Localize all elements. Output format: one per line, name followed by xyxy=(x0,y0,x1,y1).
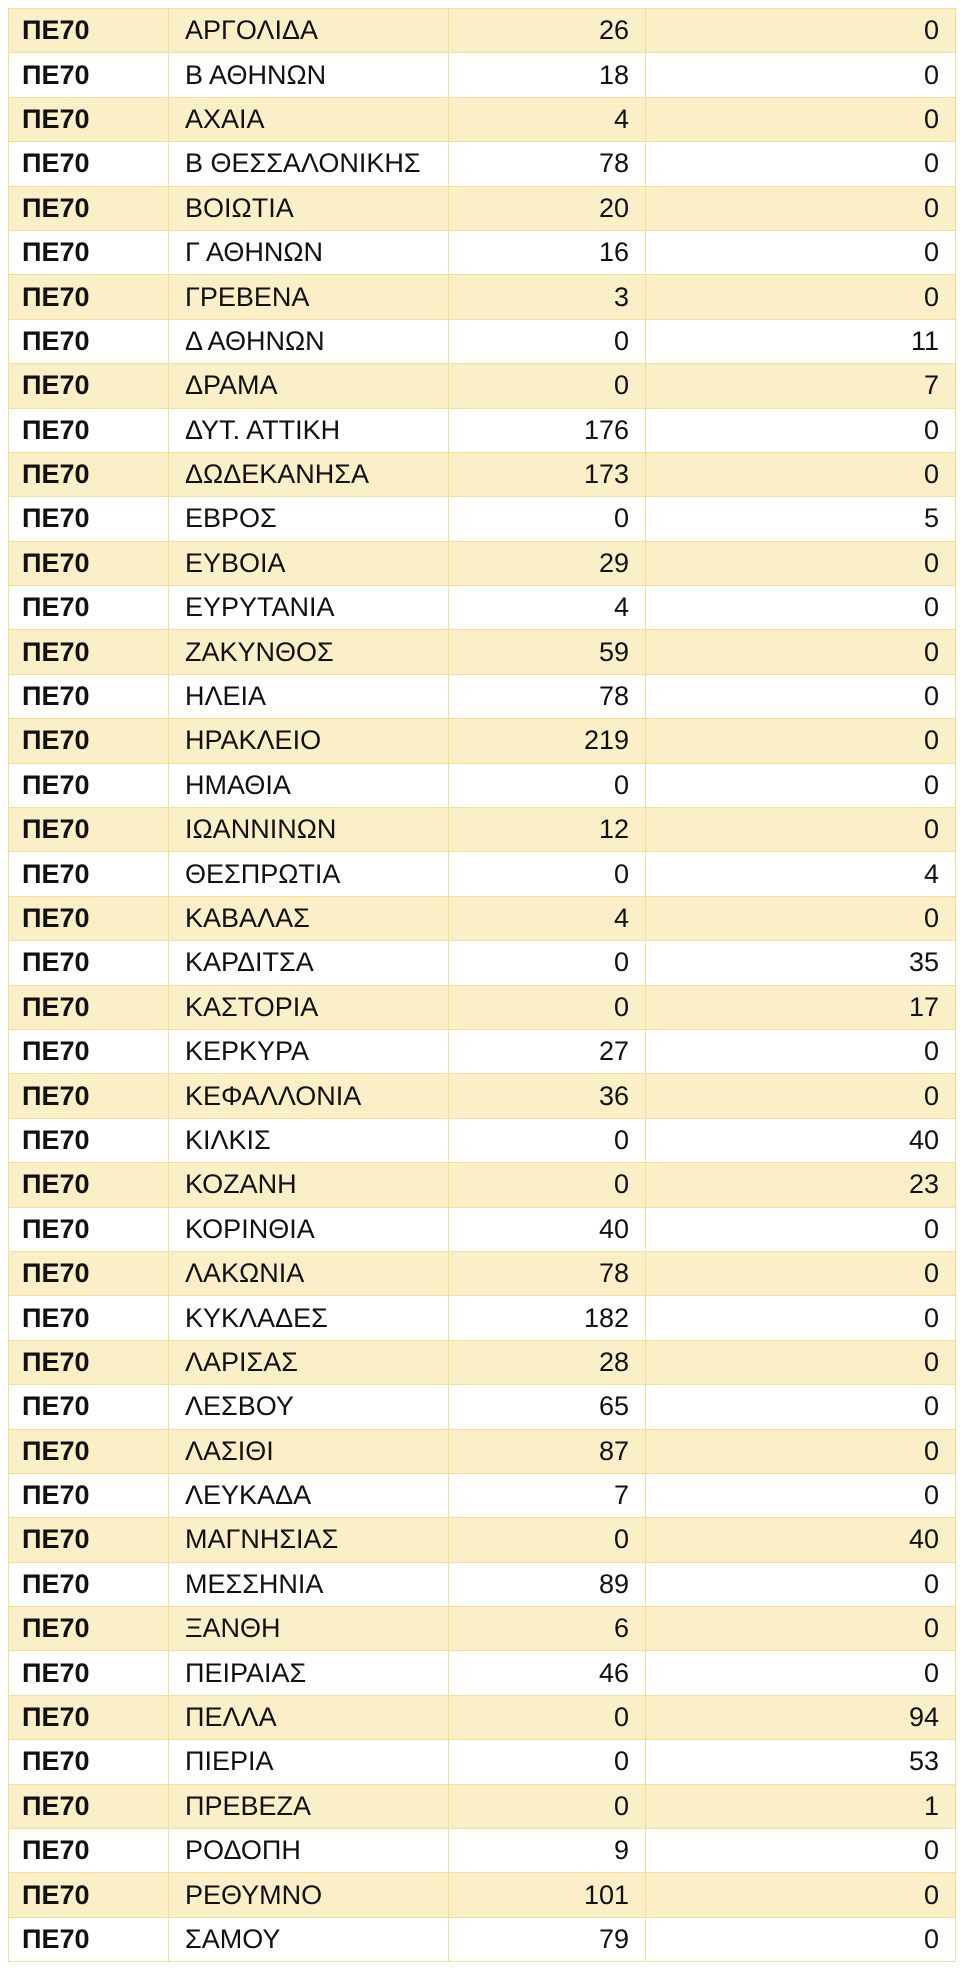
region-cell: ΚΑΒΑΛΑΣ xyxy=(169,896,449,940)
region-cell: ΔΡΑΜΑ xyxy=(169,364,449,408)
value-1-cell: 20 xyxy=(449,186,646,230)
region-cell: ΑΡΓΟΛΙΔΑ xyxy=(169,9,449,53)
table-row xyxy=(9,319,956,363)
value-1-cell: 0 xyxy=(449,1118,646,1162)
data-table xyxy=(8,8,956,1962)
value-1-cell: 219 xyxy=(449,719,646,763)
value-1-cell: 78 xyxy=(449,1251,646,1295)
table-row xyxy=(9,1740,956,1784)
code-cell: ΠΕ70 xyxy=(9,1251,169,1295)
region-cell: ΛΕΣΒΟΥ xyxy=(169,1385,449,1429)
code-cell: ΠΕ70 xyxy=(9,1562,169,1606)
code-cell: ΠΕ70 xyxy=(9,97,169,141)
value-1-cell: 0 xyxy=(449,319,646,363)
table-row xyxy=(9,852,956,896)
value-2-cell: 0 xyxy=(646,186,956,230)
code-cell: ΠΕ70 xyxy=(9,1296,169,1340)
value-2-cell: 0 xyxy=(646,1473,956,1517)
region-cell: ΚΕΦΑΛΛΟΝΙΑ xyxy=(169,1074,449,1118)
value-1-cell: 0 xyxy=(449,941,646,985)
region-cell: Γ ΑΘΗΝΩΝ xyxy=(169,230,449,274)
table-row xyxy=(9,541,956,585)
code-cell: ΠΕ70 xyxy=(9,852,169,896)
value-1-cell: 7 xyxy=(449,1473,646,1517)
table-row xyxy=(9,586,956,630)
value-1-cell: 9 xyxy=(449,1829,646,1873)
region-cell: ΚΟΖΑΝΗ xyxy=(169,1163,449,1207)
table-row xyxy=(9,142,956,186)
code-cell: ΠΕ70 xyxy=(9,763,169,807)
value-1-cell: 29 xyxy=(449,541,646,585)
region-cell: Β ΘΕΣΣΑΛΟΝΙΚΗΣ xyxy=(169,142,449,186)
value-2-cell: 0 xyxy=(646,1207,956,1251)
value-1-cell: 0 xyxy=(449,364,646,408)
code-cell: ΠΕ70 xyxy=(9,674,169,718)
code-cell: ΠΕ70 xyxy=(9,1829,169,1873)
table-row xyxy=(9,1251,956,1295)
table-row xyxy=(9,674,956,718)
table-row xyxy=(9,1340,956,1384)
value-2-cell: 0 xyxy=(646,142,956,186)
code-cell: ΠΕ70 xyxy=(9,1385,169,1429)
value-1-cell: 0 xyxy=(449,1695,646,1739)
value-2-cell: 0 xyxy=(646,452,956,496)
value-2-cell: 0 xyxy=(646,230,956,274)
value-2-cell: 94 xyxy=(646,1695,956,1739)
value-2-cell: 0 xyxy=(646,674,956,718)
table-row xyxy=(9,186,956,230)
region-cell: ΙΩΑΝΝΙΝΩΝ xyxy=(169,808,449,852)
table-row xyxy=(9,230,956,274)
value-2-cell: 0 xyxy=(646,408,956,452)
value-2-cell: 0 xyxy=(646,1607,956,1651)
region-cell: ΗΜΑΘΙΑ xyxy=(169,763,449,807)
code-cell: ΠΕ70 xyxy=(9,1651,169,1695)
code-cell: ΠΕ70 xyxy=(9,230,169,274)
value-1-cell: 28 xyxy=(449,1340,646,1384)
value-1-cell: 0 xyxy=(449,1784,646,1828)
value-2-cell: 0 xyxy=(646,896,956,940)
value-1-cell: 0 xyxy=(449,852,646,896)
code-cell: ΠΕ70 xyxy=(9,985,169,1029)
value-2-cell: 0 xyxy=(646,1251,956,1295)
value-1-cell: 78 xyxy=(449,674,646,718)
value-1-cell: 101 xyxy=(449,1873,646,1917)
value-2-cell: 35 xyxy=(646,941,956,985)
code-cell: ΠΕ70 xyxy=(9,1740,169,1784)
value-1-cell: 27 xyxy=(449,1029,646,1073)
table-row xyxy=(9,1829,956,1873)
value-2-cell: 0 xyxy=(646,808,956,852)
value-2-cell: 0 xyxy=(646,97,956,141)
table-row xyxy=(9,1029,956,1073)
region-cell: ΣΑΜΟΥ xyxy=(169,1917,449,1961)
value-2-cell: 53 xyxy=(646,1740,956,1784)
region-cell: ΚΙΛΚΙΣ xyxy=(169,1118,449,1162)
region-cell: ΛΑΚΩΝΙΑ xyxy=(169,1251,449,1295)
region-cell: Δ ΑΘΗΝΩΝ xyxy=(169,319,449,363)
value-1-cell: 65 xyxy=(449,1385,646,1429)
region-cell: Β ΑΘΗΝΩΝ xyxy=(169,53,449,97)
value-1-cell: 0 xyxy=(449,1740,646,1784)
code-cell: ΠΕ70 xyxy=(9,1917,169,1961)
value-2-cell: 0 xyxy=(646,541,956,585)
value-2-cell: 0 xyxy=(646,630,956,674)
table-row xyxy=(9,1296,956,1340)
table-row xyxy=(9,1695,956,1739)
code-cell: ΠΕ70 xyxy=(9,1074,169,1118)
table-row xyxy=(9,1607,956,1651)
region-cell: ΛΑΣΙΘΙ xyxy=(169,1429,449,1473)
region-cell: ΓΡΕΒΕΝΑ xyxy=(169,275,449,319)
code-cell: ΠΕ70 xyxy=(9,497,169,541)
code-cell: ΠΕ70 xyxy=(9,9,169,53)
code-cell: ΠΕ70 xyxy=(9,941,169,985)
code-cell: ΠΕ70 xyxy=(9,452,169,496)
value-2-cell: 0 xyxy=(646,1429,956,1473)
region-cell: ΠΙΕΡΙΑ xyxy=(169,1740,449,1784)
region-cell: ΚΕΡΚΥΡΑ xyxy=(169,1029,449,1073)
code-cell: ΠΕ70 xyxy=(9,364,169,408)
region-cell: ΠΡΕΒΕΖΑ xyxy=(169,1784,449,1828)
value-1-cell: 46 xyxy=(449,1651,646,1695)
region-cell: ΠΕΙΡΑΙΑΣ xyxy=(169,1651,449,1695)
value-2-cell: 0 xyxy=(646,1651,956,1695)
code-cell: ΠΕ70 xyxy=(9,1207,169,1251)
value-2-cell: 17 xyxy=(646,985,956,1029)
value-1-cell: 36 xyxy=(449,1074,646,1118)
table-row xyxy=(9,364,956,408)
table-row xyxy=(9,1917,956,1961)
table-row xyxy=(9,1784,956,1828)
table-row xyxy=(9,1385,956,1429)
value-1-cell: 40 xyxy=(449,1207,646,1251)
table-row xyxy=(9,808,956,852)
value-1-cell: 89 xyxy=(449,1562,646,1606)
value-2-cell: 40 xyxy=(646,1518,956,1562)
region-cell: ΕΥΡΥΤΑΝΙΑ xyxy=(169,586,449,630)
value-2-cell: 0 xyxy=(646,1829,956,1873)
code-cell: ΠΕ70 xyxy=(9,1518,169,1562)
code-cell: ΠΕ70 xyxy=(9,275,169,319)
value-2-cell: 7 xyxy=(646,364,956,408)
region-cell: ΗΡΑΚΛΕΙΟ xyxy=(169,719,449,763)
region-cell: ΚΑΣΤΟΡΙΑ xyxy=(169,985,449,1029)
table-row xyxy=(9,941,956,985)
value-2-cell: 0 xyxy=(646,586,956,630)
table-row xyxy=(9,985,956,1029)
table-row xyxy=(9,1118,956,1162)
value-2-cell: 4 xyxy=(646,852,956,896)
code-cell: ΠΕ70 xyxy=(9,1429,169,1473)
table-row xyxy=(9,497,956,541)
value-1-cell: 0 xyxy=(449,497,646,541)
value-2-cell: 0 xyxy=(646,1296,956,1340)
value-1-cell: 87 xyxy=(449,1429,646,1473)
table-row xyxy=(9,1429,956,1473)
table-row xyxy=(9,1518,956,1562)
value-1-cell: 4 xyxy=(449,586,646,630)
code-cell: ΠΕ70 xyxy=(9,1340,169,1384)
value-2-cell: 0 xyxy=(646,1029,956,1073)
value-2-cell: 1 xyxy=(646,1784,956,1828)
value-2-cell: 0 xyxy=(646,719,956,763)
code-cell: ΠΕ70 xyxy=(9,1873,169,1917)
region-cell: ΚΟΡΙΝΘΙΑ xyxy=(169,1207,449,1251)
code-cell: ΠΕ70 xyxy=(9,1473,169,1517)
value-1-cell: 176 xyxy=(449,408,646,452)
code-cell: ΠΕ70 xyxy=(9,142,169,186)
region-cell: ΑΧΑΙΑ xyxy=(169,97,449,141)
value-1-cell: 59 xyxy=(449,630,646,674)
value-2-cell: 11 xyxy=(646,319,956,363)
value-2-cell: 0 xyxy=(646,1074,956,1118)
value-1-cell: 12 xyxy=(449,808,646,852)
code-cell: ΠΕ70 xyxy=(9,408,169,452)
table-body xyxy=(9,9,956,1962)
value-1-cell: 16 xyxy=(449,230,646,274)
value-1-cell: 0 xyxy=(449,1163,646,1207)
table-row xyxy=(9,763,956,807)
table-row xyxy=(9,9,956,53)
code-cell: ΠΕ70 xyxy=(9,808,169,852)
table-row xyxy=(9,97,956,141)
code-cell: ΠΕ70 xyxy=(9,1163,169,1207)
value-1-cell: 0 xyxy=(449,985,646,1029)
code-cell: ΠΕ70 xyxy=(9,319,169,363)
value-2-cell: 0 xyxy=(646,763,956,807)
value-1-cell: 4 xyxy=(449,896,646,940)
value-1-cell: 3 xyxy=(449,275,646,319)
code-cell: ΠΕ70 xyxy=(9,1695,169,1739)
value-2-cell: 0 xyxy=(646,1917,956,1961)
value-2-cell: 0 xyxy=(646,275,956,319)
value-2-cell: 0 xyxy=(646,53,956,97)
region-cell: ΜΑΓΝΗΣΙΑΣ xyxy=(169,1518,449,1562)
region-cell: ΜΕΣΣΗΝΙΑ xyxy=(169,1562,449,1606)
region-cell: ΒΟΙΩΤΙΑ xyxy=(169,186,449,230)
code-cell: ΠΕ70 xyxy=(9,586,169,630)
region-cell: ΞΑΝΘΗ xyxy=(169,1607,449,1651)
region-cell: ΖΑΚΥΝΘΟΣ xyxy=(169,630,449,674)
code-cell: ΠΕ70 xyxy=(9,1784,169,1828)
value-1-cell: 0 xyxy=(449,763,646,807)
region-cell: ΡΟΔΟΠΗ xyxy=(169,1829,449,1873)
region-cell: ΔΥΤ. ΑΤΤΙΚΗ xyxy=(169,408,449,452)
value-1-cell: 18 xyxy=(449,53,646,97)
table-row xyxy=(9,275,956,319)
table-row xyxy=(9,1473,956,1517)
table-row xyxy=(9,53,956,97)
table-row xyxy=(9,1207,956,1251)
region-cell: ΕΒΡΟΣ xyxy=(169,497,449,541)
value-1-cell: 78 xyxy=(449,142,646,186)
value-2-cell: 0 xyxy=(646,1562,956,1606)
value-2-cell: 0 xyxy=(646,1873,956,1917)
code-cell: ΠΕ70 xyxy=(9,896,169,940)
code-cell: ΠΕ70 xyxy=(9,1118,169,1162)
code-cell: ΠΕ70 xyxy=(9,719,169,763)
region-cell: ΡΕΘΥΜΝΟ xyxy=(169,1873,449,1917)
table-row xyxy=(9,630,956,674)
value-2-cell: 5 xyxy=(646,497,956,541)
code-cell: ΠΕ70 xyxy=(9,186,169,230)
value-2-cell: 0 xyxy=(646,1385,956,1429)
region-cell: ΠΕΛΛΑ xyxy=(169,1695,449,1739)
table-row xyxy=(9,719,956,763)
code-cell: ΠΕ70 xyxy=(9,1029,169,1073)
table-row xyxy=(9,1651,956,1695)
region-cell: ΚΑΡΔΙΤΣΑ xyxy=(169,941,449,985)
value-1-cell: 26 xyxy=(449,9,646,53)
table-row xyxy=(9,408,956,452)
value-1-cell: 0 xyxy=(449,1518,646,1562)
data-sheet xyxy=(8,8,956,1962)
code-cell: ΠΕ70 xyxy=(9,541,169,585)
value-1-cell: 173 xyxy=(449,452,646,496)
region-cell: ΛΕΥΚΑΔΑ xyxy=(169,1473,449,1517)
value-2-cell: 40 xyxy=(646,1118,956,1162)
value-1-cell: 6 xyxy=(449,1607,646,1651)
table-row xyxy=(9,1074,956,1118)
value-1-cell: 182 xyxy=(449,1296,646,1340)
table-row xyxy=(9,896,956,940)
value-2-cell: 0 xyxy=(646,9,956,53)
region-cell: ΔΩΔΕΚΑΝΗΣΑ xyxy=(169,452,449,496)
value-2-cell: 0 xyxy=(646,1340,956,1384)
region-cell: ΗΛΕΙΑ xyxy=(169,674,449,718)
value-2-cell: 23 xyxy=(646,1163,956,1207)
region-cell: ΚΥΚΛΑΔΕΣ xyxy=(169,1296,449,1340)
code-cell: ΠΕ70 xyxy=(9,630,169,674)
table-row xyxy=(9,1562,956,1606)
table-row xyxy=(9,1873,956,1917)
value-1-cell: 4 xyxy=(449,97,646,141)
table-row xyxy=(9,452,956,496)
code-cell: ΠΕ70 xyxy=(9,53,169,97)
code-cell: ΠΕ70 xyxy=(9,1607,169,1651)
region-cell: ΛΑΡΙΣΑΣ xyxy=(169,1340,449,1384)
value-1-cell: 79 xyxy=(449,1917,646,1961)
region-cell: ΘΕΣΠΡΩΤΙΑ xyxy=(169,852,449,896)
table-row xyxy=(9,1163,956,1207)
region-cell: ΕΥΒΟΙΑ xyxy=(169,541,449,585)
